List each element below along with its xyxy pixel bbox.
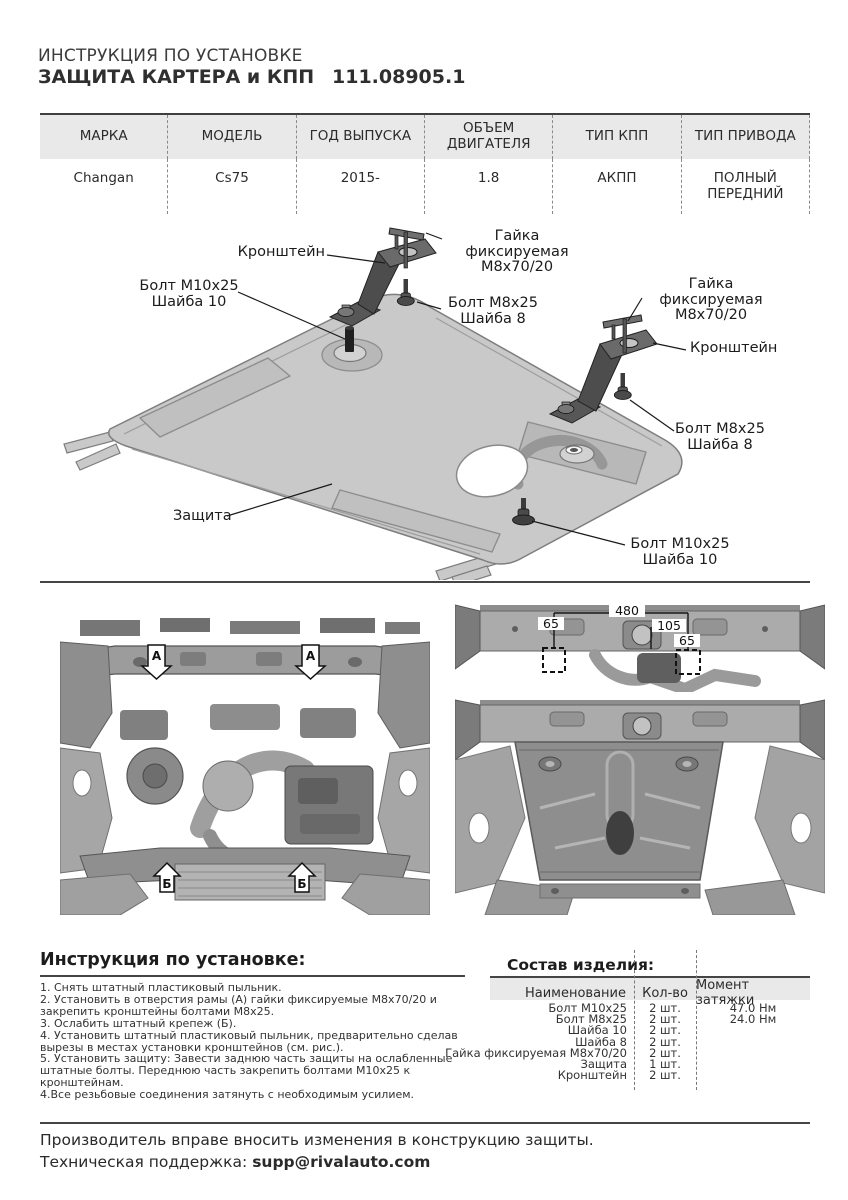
label-bolt-m10-left: Болт М10х25 Шайба 10: [139, 278, 239, 310]
parts-row: Болт М8х25 2 шт. 24.0 Нм: [555, 1012, 777, 1027]
photo-underbody-before: [60, 618, 430, 915]
rubber-part: [606, 811, 634, 855]
spec-value-gearbox: АКПП: [553, 159, 681, 214]
parts-divider-2: [696, 950, 697, 1090]
instruction-step: 5. Установить защиту: Завести заднюю часть защиты на ослабленные штатные болты. Переднюю часть закрепить болтами М10х25 к кронштейнам.: [40, 1052, 453, 1090]
photo-installed-shield: [455, 698, 825, 915]
section-divider: [40, 581, 810, 583]
label-bracket-right: Кронштейн: [690, 340, 778, 356]
document-title-line2: ЗАЩИТА КАРТЕРА и КПП: [38, 66, 315, 88]
dim-65-left: 65: [543, 616, 559, 631]
spec-value-model: Cs75: [168, 159, 296, 214]
spec-header-gearbox: ТИП КПП: [553, 115, 681, 159]
label-bracket-left: Кронштейн: [237, 244, 325, 260]
parts-row: Шайба 10 2 шт.: [567, 1023, 681, 1038]
photo-dimensions: [455, 597, 825, 692]
label-fixing-nut-left: Гайка фиксируемая М8х70/20: [465, 228, 569, 275]
stud-left: [345, 328, 354, 352]
label-bolt-m8-right: Болт М8х25 Шайба 8: [675, 421, 765, 453]
spec-header-brand: МАРКА: [40, 115, 168, 159]
marker-b-label: Б: [162, 877, 172, 891]
parts-rows: [445, 1001, 810, 1083]
label-bolt-m8-left: Болт М8х25 Шайба 8: [448, 295, 538, 327]
label-bolt-m10-bottom: Болт М10х25 Шайба 10: [630, 536, 730, 568]
document-title-line1: ИНСТРУКЦИЯ ПО УСТАНОВКЕ: [38, 46, 303, 66]
part-number: 111.08905.1: [332, 66, 466, 88]
support-email: supp@rivalauto.com: [252, 1153, 431, 1171]
dim-105: 105: [657, 618, 681, 633]
parts-header-name: Наименование: [524, 985, 626, 1001]
spec-header-engine: ОБЪЕМ ДВИГАТЕЛЯ: [425, 115, 553, 159]
parts-list: [445, 950, 812, 1095]
instruction-step: 1. Снять штатный пластиковый пыльник.: [40, 981, 282, 994]
spec-value-year: 2015-: [297, 159, 425, 214]
label-shield: Защита: [173, 508, 232, 524]
spec-value-drive: ПОЛНЫЙ ПЕРЕДНИЙ: [682, 159, 810, 214]
bracket-left-bolt: [338, 308, 354, 317]
instruction-step: 4.Все резьбовые соединения затянуть с необходимым усилием.: [40, 1088, 415, 1102]
spec-header-drive: ТИП ПРИВОДА: [682, 115, 810, 159]
bracket-right-bolt: [558, 405, 574, 414]
parts-header-qty: Кол-во: [642, 985, 688, 1001]
parts-header-torque: Момент затяжки: [696, 978, 755, 1008]
parts-row: Шайба 8 2 шт.: [575, 1034, 681, 1049]
parts-divider-1: [634, 950, 635, 1090]
parts-row: Защита 1 шт.: [580, 1057, 681, 1072]
footer-rule: [40, 1122, 810, 1124]
instructions-list: [40, 982, 492, 1101]
dim-480: 480: [615, 603, 639, 618]
bolt-m8-right-illustration: [614, 373, 631, 400]
spec-header-model: МОДЕЛЬ: [168, 115, 296, 159]
marker-a-label: А: [151, 649, 162, 663]
spec-value-row: [40, 159, 810, 214]
spec-header-row: [40, 115, 810, 159]
spec-value-brand: Changan: [40, 159, 168, 214]
label-fixing-nut-right: Гайка фиксируемая М8х70/20: [659, 276, 763, 323]
parts-list-title: Состав изделия:: [507, 956, 655, 974]
svg-text:Б: Б: [297, 877, 307, 891]
parts-row: Гайка фиксируемая М8х70/20 2 шт.: [445, 1045, 681, 1060]
footer-notice: Производитель вправе вносить изменения в конструкцию защиты.: [40, 1131, 594, 1149]
spec-value-engine: 1.8: [425, 159, 553, 214]
instructions-underline: [40, 975, 465, 977]
support-label: Техническая поддержка:: [40, 1153, 248, 1171]
instruction-step: 4. Установить штатный пластиковый пыльник, предварительно сделав вырезы в местах установки кронштейнов (см. рис.).: [40, 1028, 458, 1054]
footer-support: [40, 1153, 430, 1171]
dim-65-right: 65: [679, 633, 695, 648]
parts-row: Кронштейн 2 шт.: [557, 1068, 681, 1083]
instruction-step: 3. Ослабить штатный крепеж (Б).: [40, 1016, 237, 1030]
spec-header-year: ГОД ВЫПУСКА: [297, 115, 425, 159]
svg-text:А: А: [305, 649, 316, 663]
parts-row: Болт М10х25 2 шт. 47.0 Нм: [548, 1001, 777, 1015]
bolt-m8-left-illustration: [397, 279, 414, 306]
rear-crossmember: [540, 884, 700, 898]
instruction-step: 2. Установить в отверстия рамы (А) гайки фиксируемые М8х70/20 и закрепить кронштейны болтами М8х25.: [40, 992, 437, 1018]
instructions-title: Инструкция по установке:: [40, 950, 306, 970]
vehicle-spec-table: [40, 113, 810, 214]
exploded-view-diagram: [40, 222, 810, 580]
